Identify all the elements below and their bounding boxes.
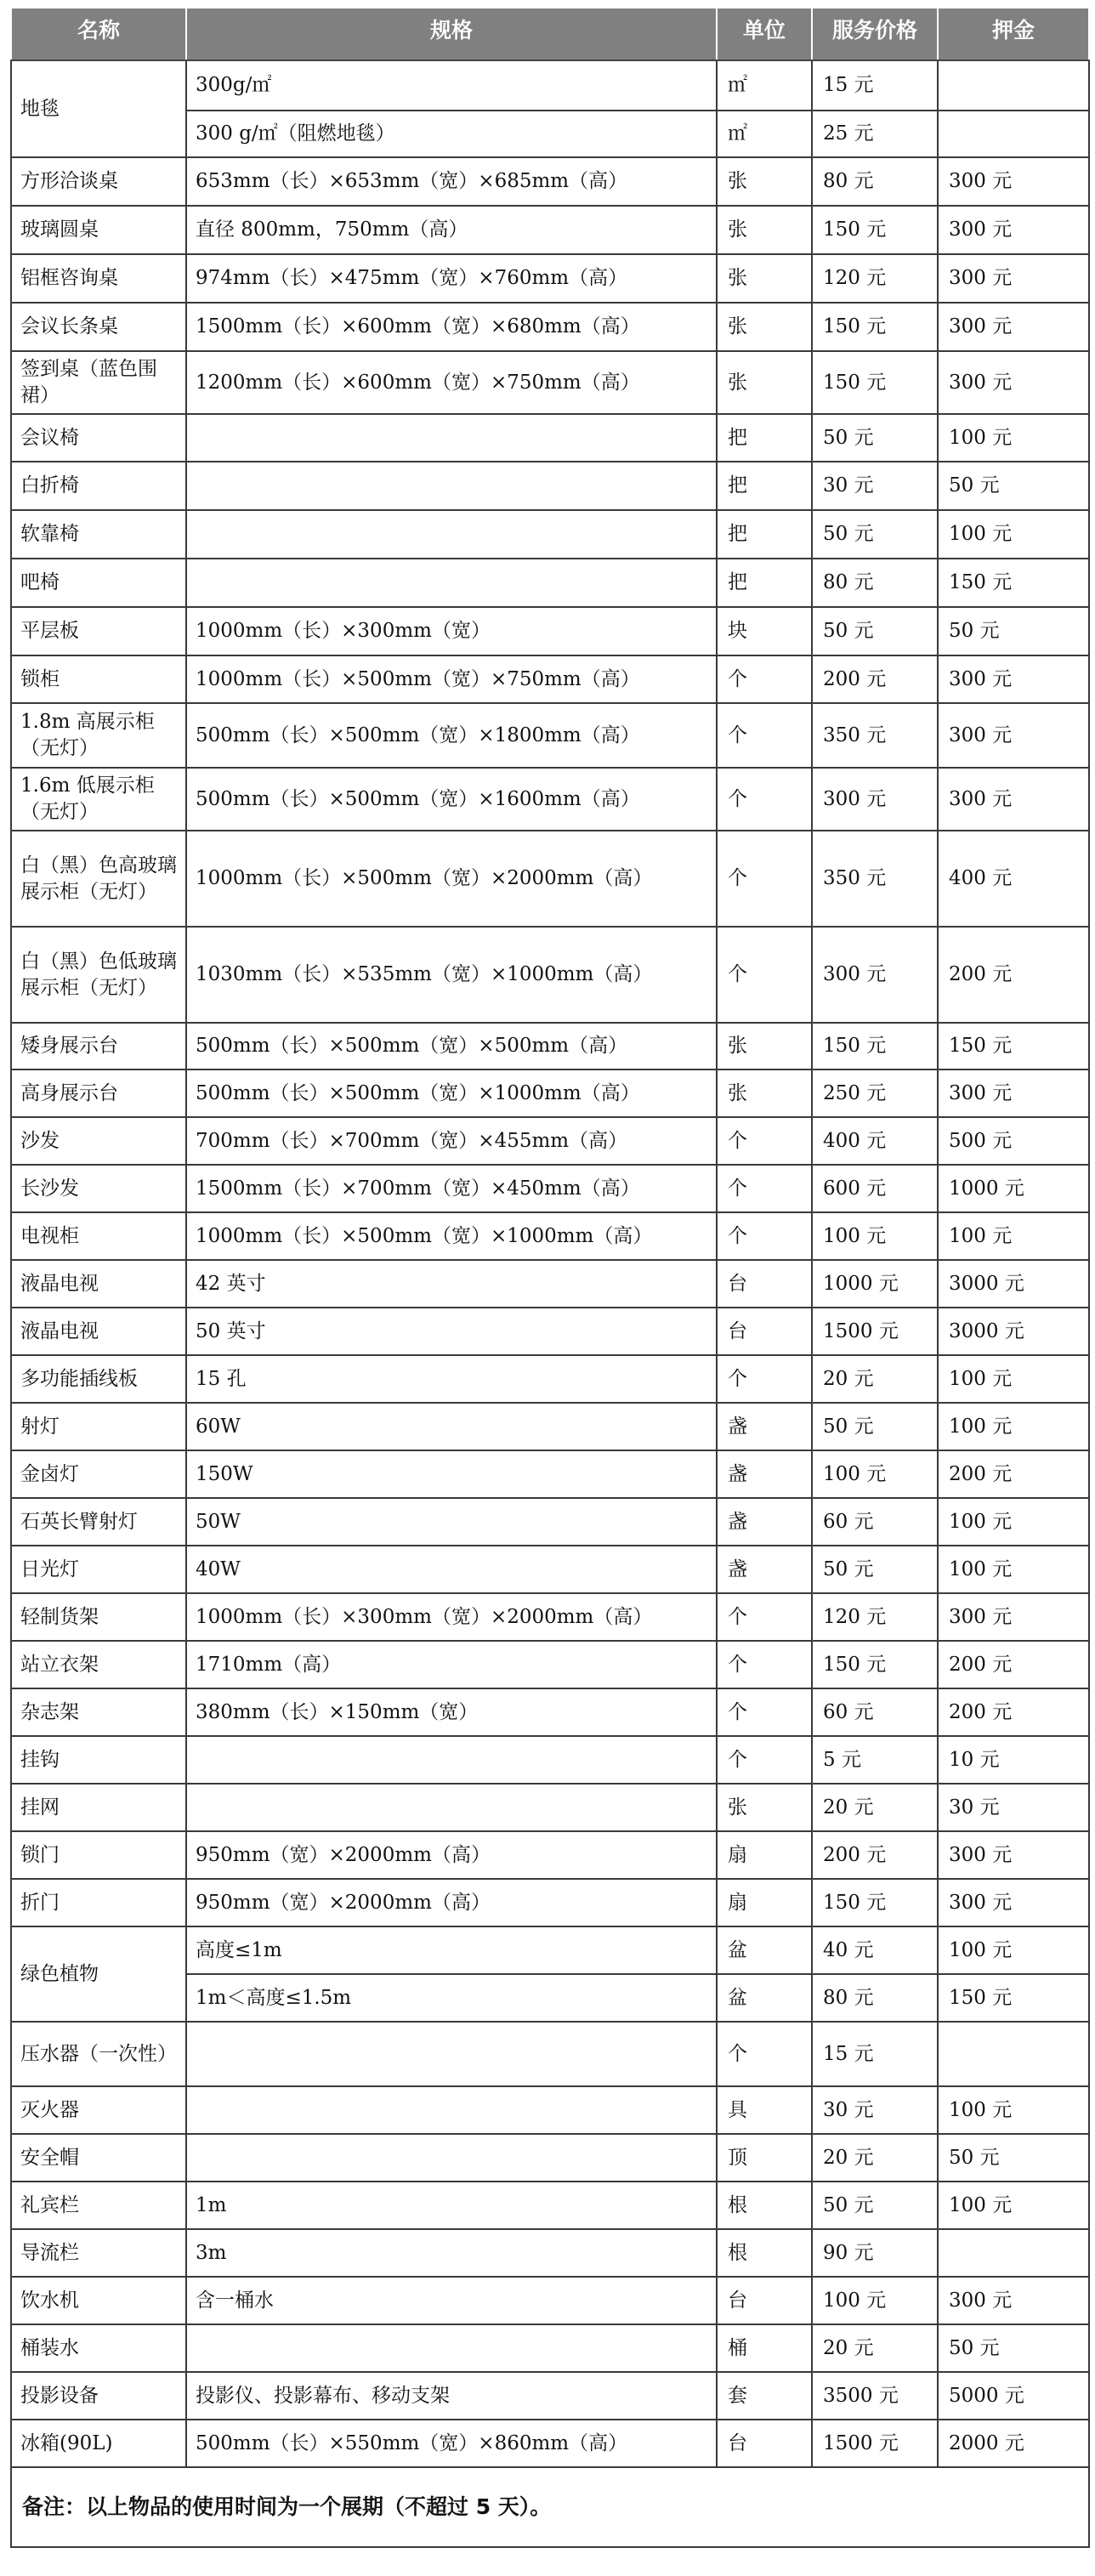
deposit-cell: 2000 元	[938, 2420, 1089, 2467]
price-cell: 1500 元	[812, 2420, 938, 2467]
table-row	[11, 2277, 1089, 2324]
table-row	[11, 60, 1089, 111]
unit-cell: 张	[717, 303, 812, 351]
spec-cell: 300g/㎡	[186, 60, 717, 111]
price-cell: 150 元	[812, 303, 938, 351]
header-deposit	[938, 8, 1089, 60]
unit-cell: 个	[717, 655, 812, 703]
deposit-cell: 300 元	[938, 1831, 1089, 1879]
unit-cell: 把	[717, 510, 812, 559]
unit-cell: 个	[717, 831, 812, 927]
spec-cell	[186, 2324, 717, 2372]
deposit-cell: 100 元	[938, 1498, 1089, 1546]
item-name-cell: 灭火器	[11, 2086, 186, 2134]
table-row	[11, 1260, 1089, 1308]
unit-cell: 扇	[717, 1879, 812, 1926]
spec-cell: 3m	[186, 2229, 717, 2277]
deposit-cell: 5000 元	[938, 2372, 1089, 2420]
unit-cell: 顶	[717, 2134, 812, 2182]
item-name-cell: 折门	[11, 1879, 186, 1926]
deposit-cell: 200 元	[938, 1641, 1089, 1688]
deposit-cell: 300 元	[938, 655, 1089, 703]
price-cell: 50 元	[812, 1403, 938, 1450]
deposit-cell: 50 元	[938, 2134, 1089, 2182]
deposit-cell	[938, 60, 1089, 111]
table-row	[11, 2372, 1089, 2420]
table-row	[11, 1641, 1089, 1688]
spec-cell: 1000mm（长）×300mm（宽）	[186, 607, 717, 655]
spec-cell: 380mm（长）×150mm（宽）	[186, 1688, 717, 1736]
item-name-cell: 电视柜	[11, 1212, 186, 1260]
unit-cell: 根	[717, 2182, 812, 2229]
spec-cell: 1500mm（长）×600mm（宽）×680mm（高）	[186, 303, 717, 351]
table-row	[11, 510, 1089, 559]
table-row	[11, 414, 1089, 462]
price-cell: 150 元	[812, 351, 938, 414]
note-text: 备注：以上物品的使用时间为一个展期（不超过 5 天）。	[22, 2494, 552, 2519]
table-row	[11, 2324, 1089, 2372]
deposit-cell	[938, 2022, 1089, 2086]
spec-cell	[186, 510, 717, 559]
price-cell: 15 元	[812, 2022, 938, 2086]
unit-cell: 张	[717, 206, 812, 254]
note-row	[11, 2467, 1089, 2547]
item-name-cell: 白折椅	[11, 462, 186, 510]
deposit-cell: 300 元	[938, 703, 1089, 768]
deposit-cell: 50 元	[938, 462, 1089, 510]
spec-cell: 500mm（长）×500mm（宽）×1600mm（高）	[186, 768, 717, 831]
price-cell: 150 元	[812, 206, 938, 254]
unit-cell: 盏	[717, 1403, 812, 1450]
spec-cell: 700mm（长）×700mm（宽）×455mm（高）	[186, 1117, 717, 1165]
table-row	[11, 655, 1089, 703]
unit-cell: 盏	[717, 1498, 812, 1546]
deposit-cell: 100 元	[938, 510, 1089, 559]
unit-cell: 台	[717, 1308, 812, 1355]
unit-cell: 根	[717, 2229, 812, 2277]
price-cell: 80 元	[812, 1974, 938, 2022]
table-row	[11, 1546, 1089, 1593]
deposit-cell: 300 元	[938, 157, 1089, 206]
unit-cell: 张	[717, 351, 812, 414]
price-cell: 80 元	[812, 559, 938, 607]
spec-cell: 500mm（长）×500mm（宽）×1000mm（高）	[186, 1070, 717, 1117]
spec-cell: 150W	[186, 1450, 717, 1498]
price-cell: 20 元	[812, 1784, 938, 1831]
price-cell: 25 元	[812, 111, 938, 157]
table-row	[11, 1736, 1089, 1784]
spec-cell	[186, 414, 717, 462]
price-cell: 50 元	[812, 1546, 938, 1593]
price-cell: 100 元	[812, 2277, 938, 2324]
spec-cell: 1500mm（长）×700mm（宽）×450mm（高）	[186, 1165, 717, 1212]
item-name-cell: 矮身展示台	[11, 1023, 186, 1070]
item-name-cell: 饮水机	[11, 2277, 186, 2324]
deposit-cell	[938, 2229, 1089, 2277]
deposit-cell: 100 元	[938, 414, 1089, 462]
price-cell: 20 元	[812, 2324, 938, 2372]
header-deposit-label: 押金	[991, 18, 1035, 43]
price-cell: 30 元	[812, 2086, 938, 2134]
item-name-cell: 沙发	[11, 1117, 186, 1165]
table-row	[11, 1784, 1089, 1831]
unit-cell: 把	[717, 462, 812, 510]
unit-cell: 个	[717, 703, 812, 768]
spec-cell	[186, 1784, 717, 1831]
spec-cell: 950mm（宽）×2000mm（高）	[186, 1879, 717, 1926]
price-cell: 100 元	[812, 1450, 938, 1498]
price-cell: 150 元	[812, 1641, 938, 1688]
spec-cell: 1200mm（长）×600mm（宽）×750mm（高）	[186, 351, 717, 414]
unit-cell: 盆	[717, 1974, 812, 2022]
table-row	[11, 1688, 1089, 1736]
unit-cell: 盏	[717, 1450, 812, 1498]
deposit-cell: 200 元	[938, 927, 1089, 1023]
item-name-cell: 铝框咨询桌	[11, 254, 186, 303]
unit-cell: 台	[717, 2420, 812, 2467]
spec-cell	[186, 2086, 717, 2134]
table-row	[11, 2420, 1089, 2467]
table-row	[11, 2086, 1089, 2134]
unit-cell: 个	[717, 1165, 812, 1212]
price-cell: 60 元	[812, 1688, 938, 1736]
spec-cell: 投影仪、投影幕布、移动支架	[186, 2372, 717, 2420]
unit-cell: 张	[717, 254, 812, 303]
item-name-cell: 轻制货架	[11, 1593, 186, 1641]
price-cell: 20 元	[812, 1355, 938, 1403]
unit-cell: 个	[717, 927, 812, 1023]
item-name-cell: 日光灯	[11, 1546, 186, 1593]
item-name-cell: 玻璃圆桌	[11, 206, 186, 254]
deposit-cell: 3000 元	[938, 1260, 1089, 1308]
table-row	[11, 559, 1089, 607]
price-cell: 350 元	[812, 703, 938, 768]
table-row	[11, 1070, 1089, 1117]
table-row	[11, 607, 1089, 655]
price-cell: 30 元	[812, 462, 938, 510]
item-name-cell: 导流栏	[11, 2229, 186, 2277]
item-name-cell: 射灯	[11, 1403, 186, 1450]
item-name-cell: 液晶电视	[11, 1260, 186, 1308]
unit-cell: 把	[717, 559, 812, 607]
spec-cell	[186, 2022, 717, 2086]
deposit-cell: 50 元	[938, 2324, 1089, 2372]
price-cell: 350 元	[812, 831, 938, 927]
price-cell: 1000 元	[812, 1260, 938, 1308]
unit-cell: 个	[717, 1736, 812, 1784]
item-name-cell: 多功能插线板	[11, 1355, 186, 1403]
table-header-row	[11, 8, 1089, 60]
price-cell: 120 元	[812, 254, 938, 303]
spec-cell: 1000mm（长）×300mm（宽）×2000mm（高）	[186, 1593, 717, 1641]
deposit-cell: 3000 元	[938, 1308, 1089, 1355]
price-cell: 50 元	[812, 510, 938, 559]
price-cell: 400 元	[812, 1117, 938, 1165]
table-row	[11, 927, 1089, 1023]
table-row	[11, 1355, 1089, 1403]
deposit-cell: 300 元	[938, 2277, 1089, 2324]
unit-cell: 套	[717, 2372, 812, 2420]
table-row	[11, 2182, 1089, 2229]
deposit-cell: 500 元	[938, 1117, 1089, 1165]
price-cell: 600 元	[812, 1165, 938, 1212]
spec-cell: 60W	[186, 1403, 717, 1450]
item-name-cell: 锁柜	[11, 655, 186, 703]
unit-cell: 块	[717, 607, 812, 655]
spec-cell: 15 孔	[186, 1355, 717, 1403]
deposit-cell: 150 元	[938, 1974, 1089, 2022]
price-cell: 20 元	[812, 2134, 938, 2182]
price-cell: 200 元	[812, 1831, 938, 1879]
note-cell	[11, 2467, 1089, 2547]
table-row	[11, 1879, 1089, 1926]
table-row	[11, 254, 1089, 303]
table-row	[11, 1926, 1089, 1974]
table-row	[11, 2022, 1089, 2086]
price-cell: 100 元	[812, 1212, 938, 1260]
deposit-cell: 300 元	[938, 303, 1089, 351]
deposit-cell: 30 元	[938, 1784, 1089, 1831]
table-row	[11, 703, 1089, 768]
item-name-cell: 金卤灯	[11, 1450, 186, 1498]
item-name-cell: 会议椅	[11, 414, 186, 462]
spec-cell: 300 g/㎡（阻燃地毯）	[186, 111, 717, 157]
spec-cell: 50W	[186, 1498, 717, 1546]
header-spec-label: 规格	[429, 18, 473, 43]
item-name-cell: 站立衣架	[11, 1641, 186, 1688]
price-cell: 150 元	[812, 1879, 938, 1926]
item-name-cell: 挂网	[11, 1784, 186, 1831]
table-row	[11, 1498, 1089, 1546]
spec-cell: 974mm（长）×475mm（宽）×760mm（高）	[186, 254, 717, 303]
deposit-cell: 100 元	[938, 1926, 1089, 1974]
spec-cell: 40W	[186, 1546, 717, 1593]
unit-cell: 个	[717, 1212, 812, 1260]
unit-cell: 张	[717, 157, 812, 206]
deposit-cell: 50 元	[938, 607, 1089, 655]
deposit-cell: 300 元	[938, 1593, 1089, 1641]
table-row	[11, 1403, 1089, 1450]
unit-cell: 个	[717, 2022, 812, 2086]
price-cell: 3500 元	[812, 2372, 938, 2420]
header-unit-label: 单位	[742, 18, 786, 43]
table-row	[11, 462, 1089, 510]
item-name-cell: 平层板	[11, 607, 186, 655]
unit-cell: 张	[717, 1784, 812, 1831]
rental-price-sheet	[10, 7, 1088, 2548]
table-row	[11, 206, 1089, 254]
table-row	[11, 303, 1089, 351]
item-name-cell: 长沙发	[11, 1165, 186, 1212]
unit-cell: 台	[717, 2277, 812, 2324]
rental-price-table	[10, 7, 1090, 2548]
price-cell: 60 元	[812, 1498, 938, 1546]
item-name-cell: 吧椅	[11, 559, 186, 607]
item-name-cell: 1.8m 高展示柜（无灯）	[11, 703, 186, 768]
table-row	[11, 2229, 1089, 2277]
unit-cell: 个	[717, 1688, 812, 1736]
deposit-cell: 200 元	[938, 1450, 1089, 1498]
price-cell: 5 元	[812, 1736, 938, 1784]
header-name	[11, 8, 186, 60]
unit-cell: 张	[717, 1070, 812, 1117]
price-cell: 150 元	[812, 1023, 938, 1070]
item-name-cell: 高身展示台	[11, 1070, 186, 1117]
price-cell: 15 元	[812, 60, 938, 111]
deposit-cell: 100 元	[938, 1546, 1089, 1593]
item-name-cell: 液晶电视	[11, 1308, 186, 1355]
deposit-cell: 300 元	[938, 254, 1089, 303]
deposit-cell: 1000 元	[938, 1165, 1089, 1212]
table-row	[11, 768, 1089, 831]
spec-cell	[186, 2134, 717, 2182]
item-name-cell: 杂志架	[11, 1688, 186, 1736]
deposit-cell: 100 元	[938, 2086, 1089, 2134]
spec-cell: 42 英寸	[186, 1260, 717, 1308]
item-name-cell: 礼宾栏	[11, 2182, 186, 2229]
item-name-cell: 白（黑）色高玻璃展示柜（无灯）	[11, 831, 186, 927]
spec-cell	[186, 559, 717, 607]
spec-cell: 500mm（长）×550mm（宽）×860mm（高）	[186, 2420, 717, 2467]
spec-cell: 1030mm（长）×535mm（宽）×1000mm（高）	[186, 927, 717, 1023]
table-row	[11, 1023, 1089, 1070]
item-name-cell: 签到桌（蓝色围裙）	[11, 351, 186, 414]
spec-cell: 50 英寸	[186, 1308, 717, 1355]
item-name-cell: 方形洽谈桌	[11, 157, 186, 206]
deposit-cell: 100 元	[938, 1212, 1089, 1260]
spec-cell: 950mm（宽）×2000mm（高）	[186, 1831, 717, 1879]
spec-cell: 高度≤1m	[186, 1926, 717, 1974]
price-cell: 250 元	[812, 1070, 938, 1117]
spec-cell: 1m	[186, 2182, 717, 2229]
price-cell: 300 元	[812, 768, 938, 831]
spec-cell: 1000mm（长）×500mm（宽）×1000mm（高）	[186, 1212, 717, 1260]
unit-cell: ㎡	[717, 60, 812, 111]
header-unit	[717, 8, 812, 60]
table-row	[11, 351, 1089, 414]
unit-cell: ㎡	[717, 111, 812, 157]
table-row	[11, 1212, 1089, 1260]
price-cell: 80 元	[812, 157, 938, 206]
item-name-cell: 绿色植物	[11, 1926, 186, 2022]
unit-cell: 个	[717, 768, 812, 831]
item-name-cell: 锁门	[11, 1831, 186, 1879]
item-name-cell: 软靠椅	[11, 510, 186, 559]
item-name-cell: 冰箱(90L)	[11, 2420, 186, 2467]
spec-cell: 1000mm（长）×500mm（宽）×750mm（高）	[186, 655, 717, 703]
price-cell: 90 元	[812, 2229, 938, 2277]
unit-cell: 盏	[717, 1546, 812, 1593]
spec-cell: 直径 800mm，750mm（高）	[186, 206, 717, 254]
header-price-label: 服务价格	[831, 18, 917, 43]
deposit-cell: 200 元	[938, 1688, 1089, 1736]
table-row	[11, 1165, 1089, 1212]
unit-cell: 盆	[717, 1926, 812, 1974]
spec-cell: 1m＜高度≤1.5m	[186, 1974, 717, 2022]
header-name-label: 名称	[77, 18, 120, 43]
unit-cell: 个	[717, 1117, 812, 1165]
table-row	[11, 1831, 1089, 1879]
deposit-cell: 400 元	[938, 831, 1089, 927]
header-spec	[186, 8, 717, 60]
spec-cell: 500mm（长）×500mm（宽）×500mm（高）	[186, 1023, 717, 1070]
item-name-cell: 地毯	[11, 60, 186, 157]
price-cell: 1500 元	[812, 1308, 938, 1355]
item-name-cell: 投影设备	[11, 2372, 186, 2420]
unit-cell: 具	[717, 2086, 812, 2134]
deposit-cell: 150 元	[938, 1023, 1089, 1070]
deposit-cell: 10 元	[938, 1736, 1089, 1784]
price-cell: 200 元	[812, 655, 938, 703]
price-cell: 300 元	[812, 927, 938, 1023]
unit-cell: 个	[717, 1593, 812, 1641]
spec-cell: 653mm（长）×653mm（宽）×685mm（高）	[186, 157, 717, 206]
deposit-cell: 300 元	[938, 1070, 1089, 1117]
item-name-cell: 会议长条桌	[11, 303, 186, 351]
table-row	[11, 1308, 1089, 1355]
spec-cell	[186, 462, 717, 510]
spec-cell: 1710mm（高）	[186, 1641, 717, 1688]
deposit-cell: 300 元	[938, 351, 1089, 414]
table-row	[11, 157, 1089, 206]
table-row	[11, 1117, 1089, 1165]
spec-cell: 含一桶水	[186, 2277, 717, 2324]
deposit-cell: 300 元	[938, 768, 1089, 831]
price-cell: 120 元	[812, 1593, 938, 1641]
item-name-cell: 石英长臂射灯	[11, 1498, 186, 1546]
header-price	[812, 8, 938, 60]
item-name-cell: 挂钩	[11, 1736, 186, 1784]
deposit-cell: 100 元	[938, 2182, 1089, 2229]
price-cell: 50 元	[812, 607, 938, 655]
table-row	[11, 831, 1089, 927]
price-cell: 50 元	[812, 2182, 938, 2229]
deposit-cell: 100 元	[938, 1355, 1089, 1403]
deposit-cell: 300 元	[938, 1879, 1089, 1926]
unit-cell: 扇	[717, 1831, 812, 1879]
spec-cell	[186, 1736, 717, 1784]
item-name-cell: 安全帽	[11, 2134, 186, 2182]
unit-cell: 台	[717, 1260, 812, 1308]
price-cell: 50 元	[812, 414, 938, 462]
unit-cell: 桶	[717, 2324, 812, 2372]
item-name-cell: 压水器（一次性）	[11, 2022, 186, 2086]
unit-cell: 把	[717, 414, 812, 462]
unit-cell: 个	[717, 1355, 812, 1403]
item-name-cell: 1.6m 低展示柜（无灯）	[11, 768, 186, 831]
item-name-cell: 桶装水	[11, 2324, 186, 2372]
item-name-cell: 白（黑）色低玻璃展示柜（无灯）	[11, 927, 186, 1023]
unit-cell: 张	[717, 1023, 812, 1070]
unit-cell: 个	[717, 1641, 812, 1688]
deposit-cell: 100 元	[938, 1403, 1089, 1450]
spec-cell: 500mm（长）×500mm（宽）×1800mm（高）	[186, 703, 717, 768]
table-row	[11, 2134, 1089, 2182]
table-body	[11, 60, 1089, 2467]
deposit-cell: 150 元	[938, 559, 1089, 607]
table-row	[11, 1593, 1089, 1641]
price-cell: 40 元	[812, 1926, 938, 1974]
deposit-cell: 300 元	[938, 206, 1089, 254]
table-row	[11, 1450, 1089, 1498]
spec-cell: 1000mm（长）×500mm（宽）×2000mm（高）	[186, 831, 717, 927]
deposit-cell	[938, 111, 1089, 157]
